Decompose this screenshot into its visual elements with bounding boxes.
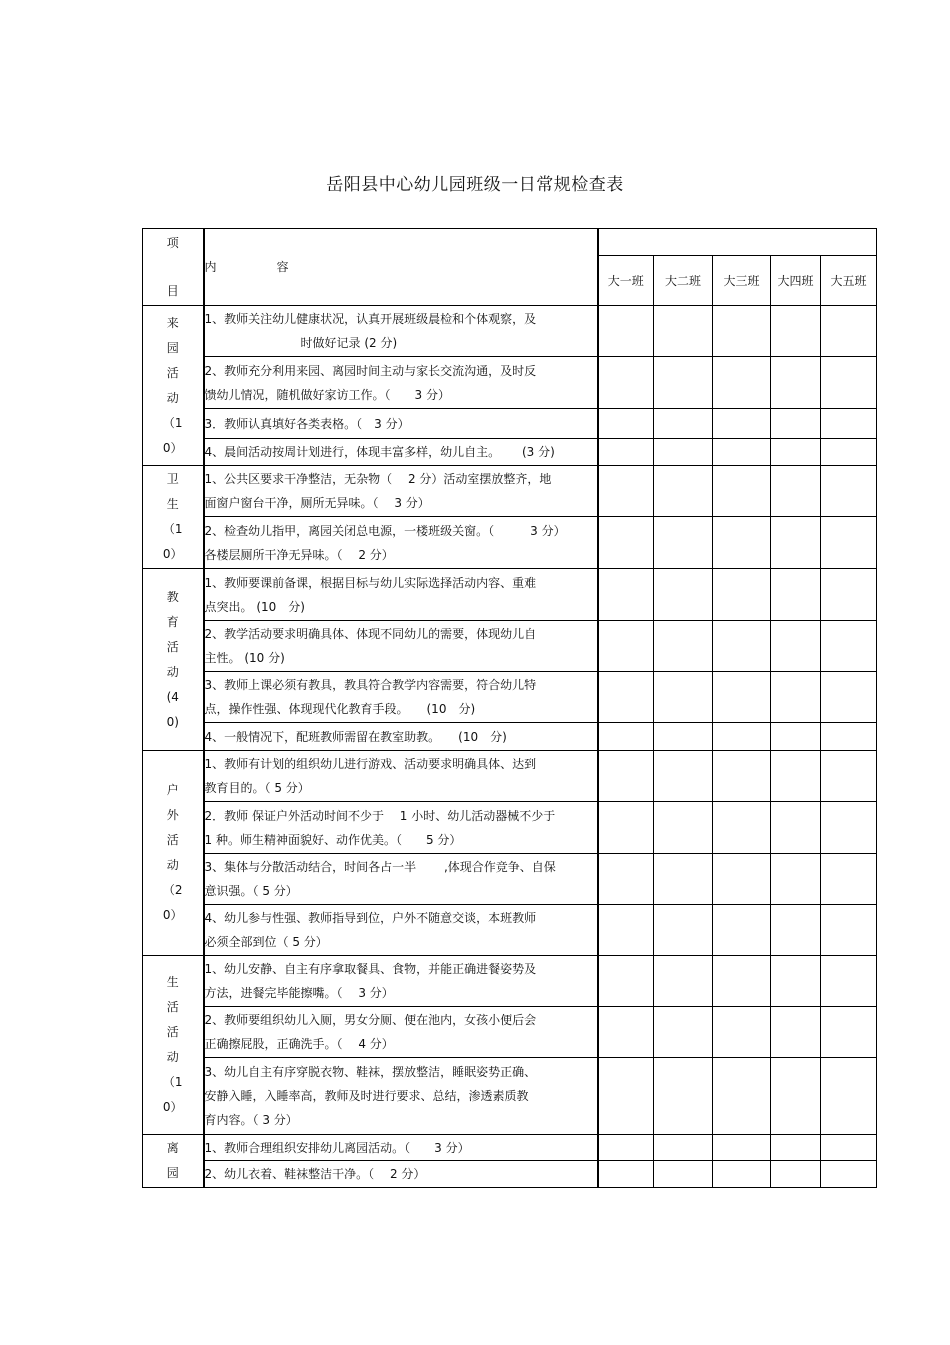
score-cell[interactable]	[821, 1135, 877, 1161]
score-cell[interactable]	[598, 802, 654, 854]
category-cell	[143, 306, 204, 466]
header-row-top	[143, 229, 877, 256]
score-cell[interactable]	[654, 751, 713, 802]
score-cell[interactable]	[654, 439, 713, 466]
score-cell[interactable]	[654, 357, 713, 409]
criteria-cell	[204, 751, 598, 802]
score-cell[interactable]	[598, 1135, 654, 1161]
score-cell[interactable]	[654, 1007, 713, 1058]
score-cell[interactable]	[713, 357, 771, 409]
score-cell[interactable]	[598, 409, 654, 439]
criteria-text: 2、教师要组织幼儿入厕，男女分厕、便在池内，女孩小便后会 正确擦屁股，正确洗手。（ 4 分）	[204, 1013, 537, 1051]
score-cell[interactable]	[771, 672, 821, 723]
score-cell[interactable]	[598, 672, 654, 723]
criteria-text: 2．教师 保证户外活动时间不少于 1 小时、幼儿活动器械不少于 1 种。师生精神面貌好、动作优美。（ 5 分）	[204, 808, 556, 847]
category-label: 教 育 活 动 (40)	[166, 589, 179, 729]
table-row	[143, 956, 877, 1007]
table-row	[143, 802, 877, 854]
category-label: 生 活 活 动 （10）	[162, 975, 183, 1114]
table-row	[143, 306, 877, 357]
class-header-2: 大二班	[654, 256, 713, 306]
class-header-1: 大一班	[598, 256, 654, 306]
score-cell[interactable]	[598, 621, 654, 672]
criteria-text: 1、教师合理组织安排幼儿离园活动。（ 3 分）	[204, 1140, 470, 1155]
criteria-text: 2、教师充分利用来园、离园时间主动与家长交流沟通，及时反 馈幼儿情况，随机做好家访工作。（ 3 分）	[204, 363, 537, 402]
score-cell[interactable]	[771, 409, 821, 439]
table-row	[143, 466, 877, 517]
score-cell[interactable]	[771, 1007, 821, 1058]
table-row	[143, 1161, 877, 1188]
table-row	[143, 854, 877, 905]
score-cell[interactable]	[598, 854, 654, 905]
criteria-text: 1、公共区要求干净整洁，无杂物（ 2 分）活动室摆放整齐，地 面窗户窗台干净，厕所无异味。（ 3 分）	[204, 472, 552, 510]
score-cell[interactable]	[821, 723, 877, 751]
score-cell[interactable]	[771, 905, 821, 956]
score-cell[interactable]	[654, 306, 713, 357]
score-cell[interactable]	[771, 854, 821, 905]
category-label: 来 园 活 动 （10）	[162, 315, 183, 455]
category-cell	[143, 569, 204, 751]
score-cell[interactable]	[821, 569, 877, 621]
score-cell[interactable]	[821, 621, 877, 672]
score-cell[interactable]	[598, 723, 654, 751]
score-cell[interactable]	[598, 1161, 654, 1188]
score-cell[interactable]	[771, 1058, 821, 1135]
score-cell[interactable]	[771, 1135, 821, 1161]
score-cell[interactable]	[654, 517, 713, 569]
criteria-cell	[204, 569, 598, 621]
criteria-cell	[204, 1058, 598, 1135]
score-cell[interactable]	[654, 1135, 713, 1161]
score-cell[interactable]	[654, 569, 713, 621]
score-cell[interactable]	[771, 751, 821, 802]
criteria-text: 1、教师要课前备课，根据目标与幼儿实际选择活动内容、重难 点突出。 (10 分)	[204, 575, 537, 614]
criteria-cell	[204, 905, 598, 956]
score-cell[interactable]	[821, 409, 877, 439]
table-row	[143, 569, 877, 621]
criteria-cell	[204, 1135, 598, 1161]
score-cell[interactable]	[771, 802, 821, 854]
criteria-cell	[204, 357, 598, 409]
criteria-text: 4、幼儿参与性强、教师指导到位，户外不随意交谈，本班教师 必须全部到位（ 5 分）	[204, 911, 537, 949]
table-row	[143, 1058, 877, 1135]
score-cell[interactable]	[713, 802, 771, 854]
category-label: 户 外 活 动 （20）	[162, 783, 183, 922]
score-cell[interactable]	[654, 621, 713, 672]
score-cell[interactable]	[771, 439, 821, 466]
criteria-text: 1、教师有计划的组织幼儿进行游戏、活动要求明确具体、达到 教育目的。（ 5 分）	[204, 757, 537, 795]
criteria-text: 1、教师关注幼儿健康状况，认真开展班级晨检和个体观察，及 时做好记录 (2 分)	[204, 312, 537, 350]
criteria-text: 3、教师上课必须有教具，教具符合教学内容需要，符合幼儿特 点，操作性强、体现现代化教育手段。 (10 分)	[204, 678, 537, 716]
score-cell[interactable]	[598, 306, 654, 357]
score-cell[interactable]	[771, 723, 821, 751]
table-row	[143, 1007, 877, 1058]
category-cell	[143, 1135, 204, 1188]
score-cell[interactable]	[654, 905, 713, 956]
item-header-bottom: 目	[166, 284, 179, 298]
score-cell[interactable]	[713, 1007, 771, 1058]
table-row	[143, 439, 877, 466]
class-header-blank	[598, 229, 877, 256]
category-label: 离 园	[166, 1141, 179, 1180]
criteria-cell	[204, 854, 598, 905]
criteria-cell	[204, 517, 598, 569]
score-cell[interactable]	[821, 306, 877, 357]
score-cell[interactable]	[713, 439, 771, 466]
score-cell[interactable]	[654, 1161, 713, 1188]
score-cell[interactable]	[598, 517, 654, 569]
score-cell[interactable]	[598, 1058, 654, 1135]
criteria-cell	[204, 802, 598, 854]
score-cell[interactable]	[598, 905, 654, 956]
score-cell[interactable]	[821, 956, 877, 1007]
score-cell[interactable]	[771, 357, 821, 409]
score-cell[interactable]	[713, 621, 771, 672]
score-cell[interactable]	[654, 1058, 713, 1135]
criteria-cell	[204, 1007, 598, 1058]
score-cell[interactable]	[654, 802, 713, 854]
table-row	[143, 1135, 877, 1161]
table-row	[143, 409, 877, 439]
score-cell[interactable]	[598, 357, 654, 409]
score-cell[interactable]	[598, 466, 654, 517]
score-cell[interactable]	[821, 905, 877, 956]
category-label: 卫 生 （10）	[162, 472, 183, 561]
criteria-cell	[204, 621, 598, 672]
score-cell[interactable]	[713, 1135, 771, 1161]
table-row	[143, 905, 877, 956]
category-cell	[143, 466, 204, 569]
score-cell[interactable]	[713, 751, 771, 802]
criteria-text: 2、检查幼儿指甲，离园关闭总电源，一楼班级关窗。（ 3 分） 各楼层厕所干净无异味。（ 2 分）	[204, 523, 566, 562]
score-cell[interactable]	[654, 466, 713, 517]
table-row	[143, 517, 877, 569]
page-title: 岳阳县中心幼儿园班级一日常规检查表	[326, 175, 624, 195]
score-cell[interactable]	[713, 854, 771, 905]
criteria-cell	[204, 409, 598, 439]
criteria-cell	[204, 439, 598, 466]
score-cell[interactable]	[654, 672, 713, 723]
score-cell[interactable]	[713, 569, 771, 621]
content-header-label: 内 容	[204, 260, 289, 274]
score-cell[interactable]	[654, 956, 713, 1007]
score-cell[interactable]	[713, 409, 771, 439]
score-cell[interactable]	[598, 956, 654, 1007]
score-cell[interactable]	[713, 1058, 771, 1135]
score-cell[interactable]	[771, 956, 821, 1007]
score-cell[interactable]	[713, 466, 771, 517]
criteria-text: 2、幼儿衣着、鞋袜整洁干净。（ 2 分）	[204, 1167, 426, 1181]
table-row	[143, 621, 877, 672]
criteria-text: 1、幼儿安静、自主有序拿取餐具、食物，并能正确进餐姿势及 方法，进餐完毕能擦嘴。（ 3 分）	[204, 962, 537, 1000]
inspection-table	[142, 228, 877, 1188]
criteria-cell	[204, 672, 598, 723]
score-cell[interactable]	[598, 751, 654, 802]
content-header-cell	[204, 229, 598, 306]
criteria-text: 4、一般情况下，配班教师需留在教室助教。 (10 分)	[204, 729, 507, 744]
table-row	[143, 723, 877, 751]
score-cell[interactable]	[771, 621, 821, 672]
category-cell	[143, 751, 204, 956]
criteria-cell	[204, 723, 598, 751]
score-cell[interactable]	[713, 723, 771, 751]
table-row	[143, 672, 877, 723]
criteria-text: 3、幼儿自主有序穿脱衣物、鞋袜，摆放整洁，睡眠姿势正确、 安静入睡，入睡率高，教师及时进行要求、总结，渗透素质教 育内容。（ 3 分）	[204, 1065, 537, 1127]
item-header-cell	[143, 229, 204, 306]
score-cell[interactable]	[713, 517, 771, 569]
score-cell[interactable]	[713, 672, 771, 723]
criteria-cell	[204, 466, 598, 517]
score-cell[interactable]	[821, 802, 877, 854]
score-cell[interactable]	[821, 439, 877, 466]
score-cell[interactable]	[598, 569, 654, 621]
score-cell[interactable]	[713, 1161, 771, 1188]
score-cell[interactable]	[821, 672, 877, 723]
score-cell[interactable]	[771, 1161, 821, 1188]
class-header-5: 大五班	[821, 256, 877, 306]
score-cell[interactable]	[821, 1058, 877, 1135]
score-cell[interactable]	[713, 306, 771, 357]
table-row	[143, 357, 877, 409]
class-header-4: 大四班	[771, 256, 821, 306]
criteria-text: 4、晨间活动按周计划进行，体现丰富多样，幼儿自主。 (3 分)	[204, 445, 555, 459]
criteria-cell	[204, 1161, 598, 1188]
score-cell[interactable]	[821, 357, 877, 409]
score-cell[interactable]	[713, 905, 771, 956]
table-row	[143, 751, 877, 802]
score-cell[interactable]	[598, 439, 654, 466]
score-cell[interactable]	[821, 466, 877, 517]
score-cell[interactable]	[713, 956, 771, 1007]
class-header-3: 大三班	[713, 256, 771, 306]
score-cell[interactable]	[654, 854, 713, 905]
criteria-text: 3．教师认真填好各类表格。（ 3 分）	[204, 416, 410, 431]
score-cell[interactable]	[771, 569, 821, 621]
item-header-top: 项	[166, 236, 179, 250]
criteria-text: 3、集体与分散活动结合，时间各占一半 ,体现合作竞争、自保 意识强。（ 5 分）	[204, 860, 556, 898]
score-cell[interactable]	[821, 1161, 877, 1188]
score-cell[interactable]	[598, 1007, 654, 1058]
score-cell[interactable]	[821, 751, 877, 802]
score-cell[interactable]	[654, 409, 713, 439]
score-cell[interactable]	[654, 723, 713, 751]
criteria-cell	[204, 306, 598, 357]
score-cell[interactable]	[821, 854, 877, 905]
score-cell[interactable]	[821, 517, 877, 569]
criteria-text: 2、教学活动要求明确具体、体现不同幼儿的需要，体现幼儿自 主性。 (10 分)	[204, 627, 537, 665]
score-cell[interactable]	[771, 517, 821, 569]
score-cell[interactable]	[821, 1007, 877, 1058]
category-cell	[143, 956, 204, 1135]
score-cell[interactable]	[771, 466, 821, 517]
score-cell[interactable]	[771, 306, 821, 357]
criteria-cell	[204, 956, 598, 1007]
